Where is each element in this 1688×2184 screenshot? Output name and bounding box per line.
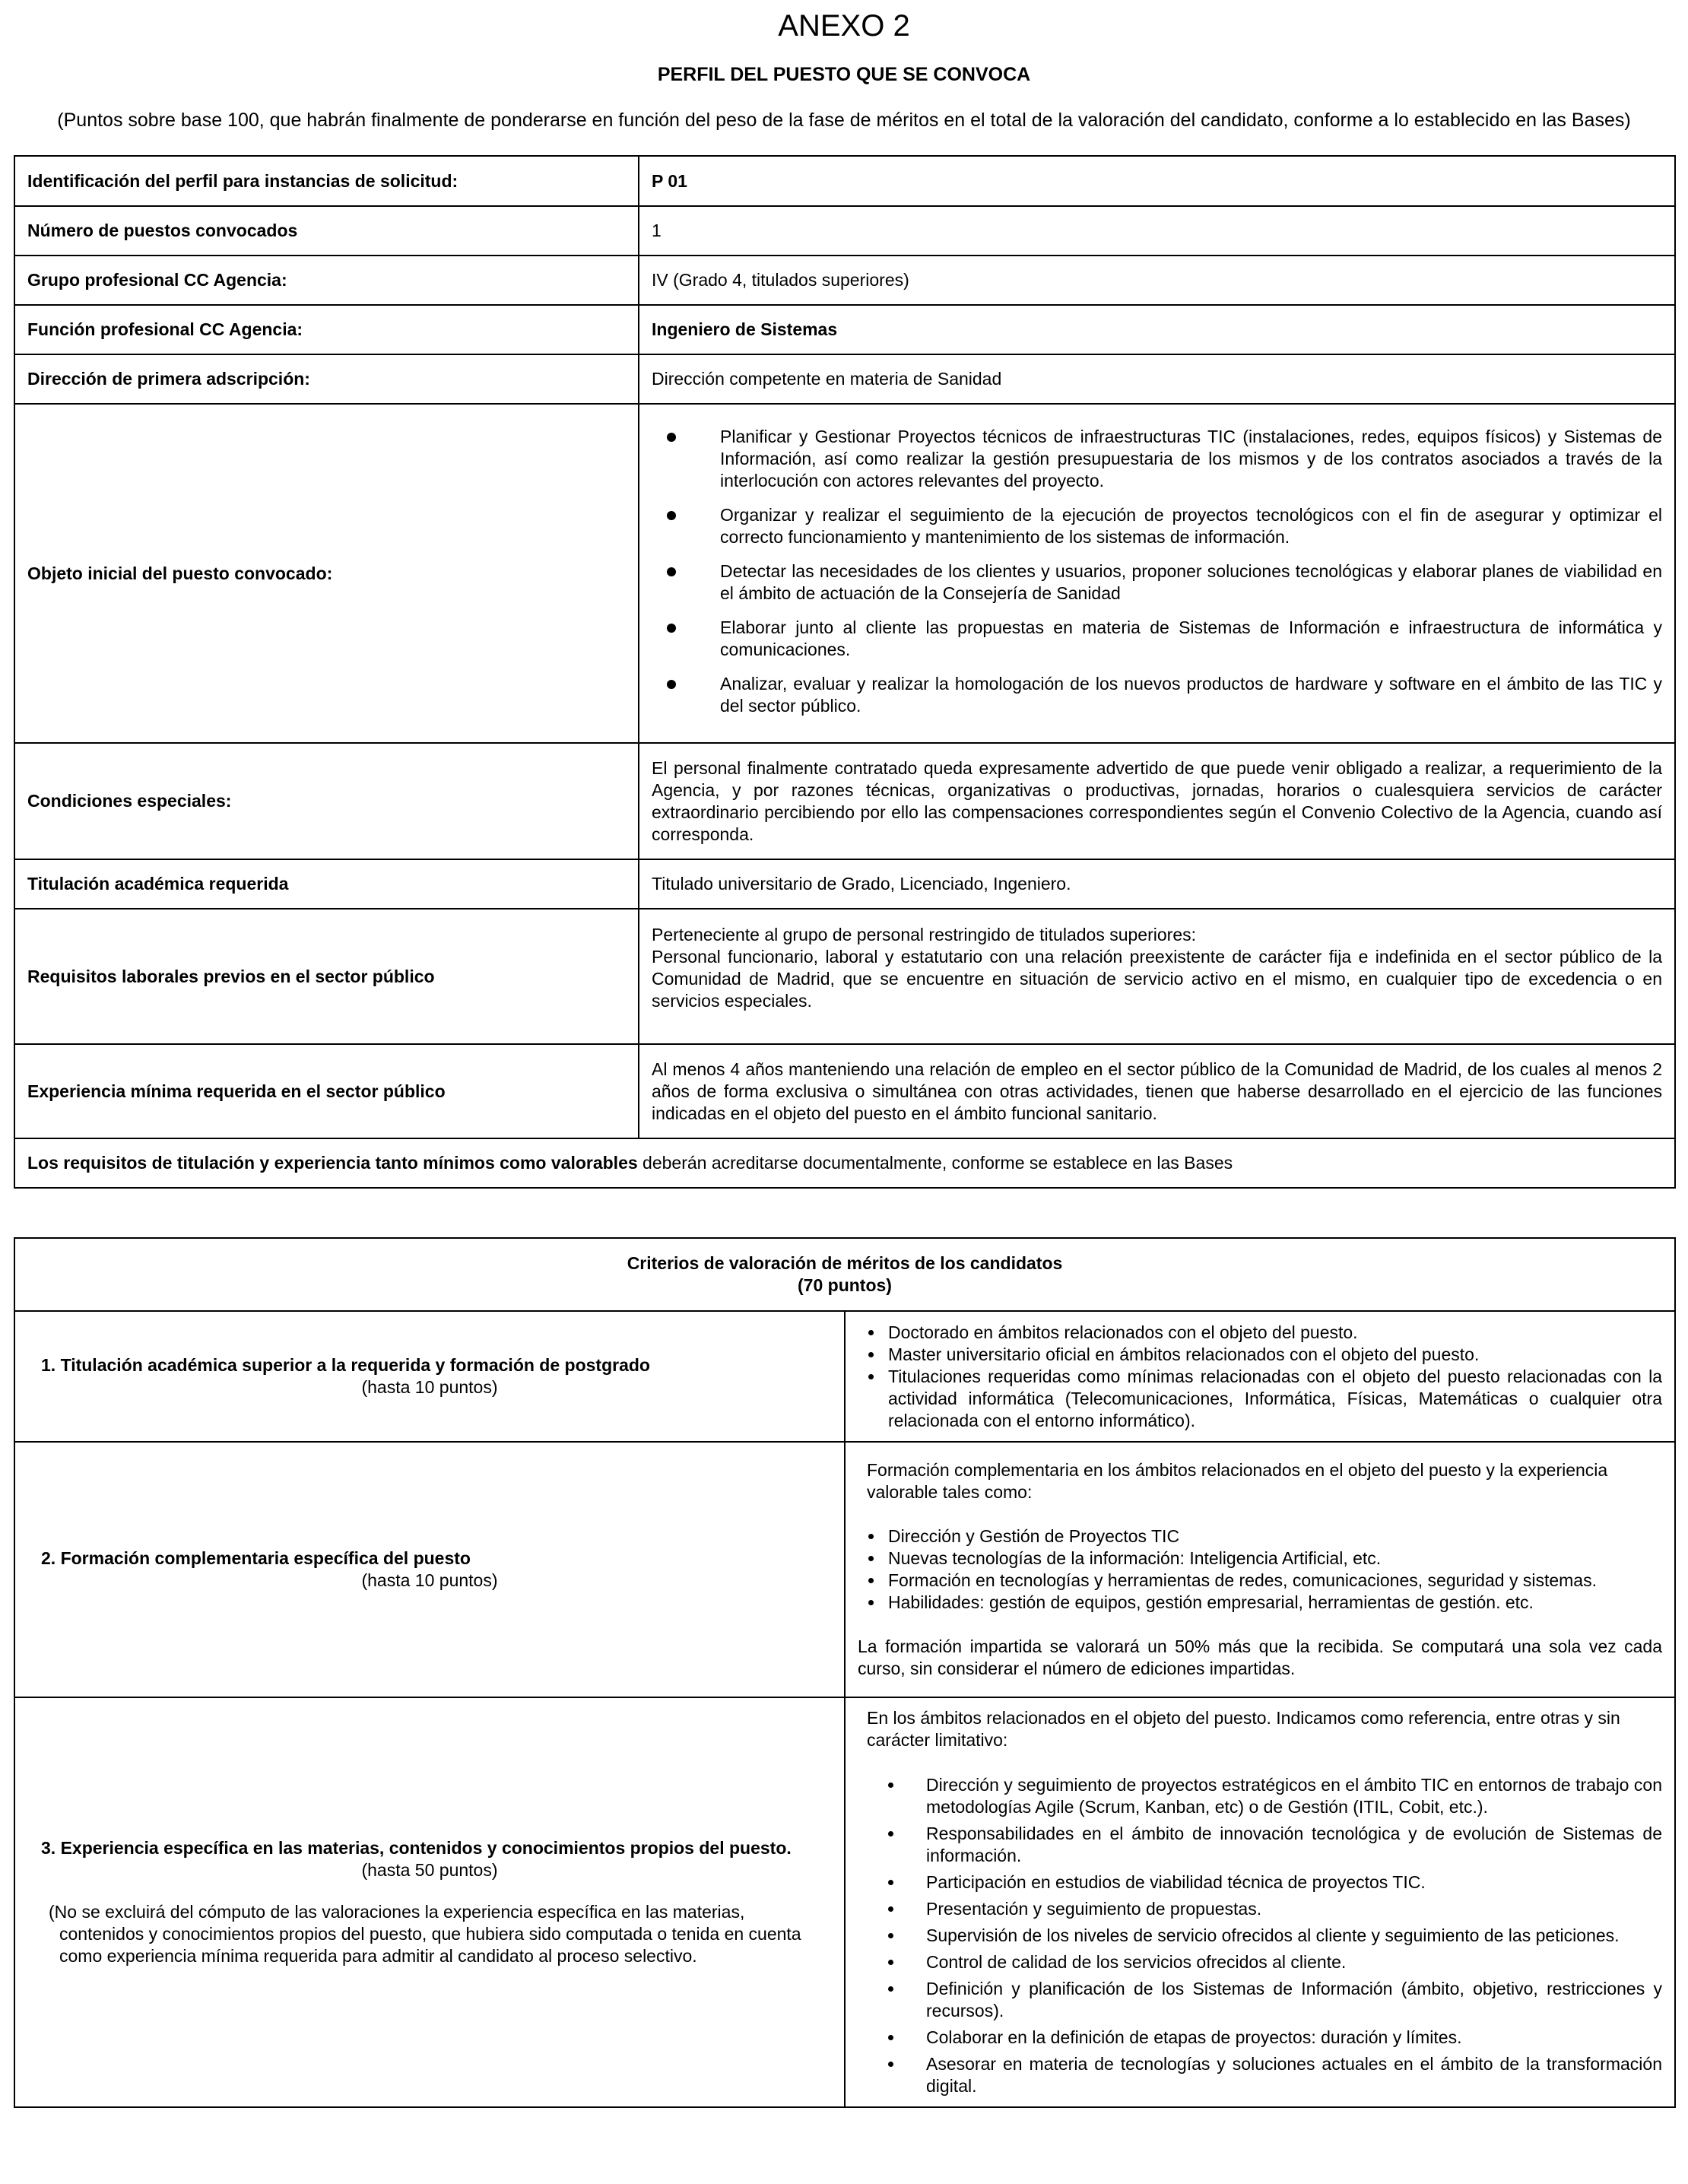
list-item: Participación en estudios de viabilidad técnica de proyectos TIC. xyxy=(858,1871,1662,1894)
list-item: Control de calidad de los servicios ofrecidos al cliente. xyxy=(858,1951,1662,1973)
row-value xyxy=(639,909,1675,1044)
row-label: Número de puestos convocados xyxy=(14,206,639,256)
row-value: IV (Grado 4, titulados superiores) xyxy=(639,256,1675,305)
criterion-title: 1. Titulación académica superior a la requerida y formación de postgrado xyxy=(41,1355,650,1375)
profile-row-funcion xyxy=(14,305,1675,354)
list-item: Colaborar en la definición de etapas de proyectos: duración y límites. xyxy=(858,2027,1662,2049)
list-item: Responsabilidades en el ámbito de innovación tecnológica y de evolución de Sistemas de información. xyxy=(858,1823,1662,1867)
list-item: Organizar y realizar el seguimiento de la ejecución de proyectos tecnológicos con el fin de asegurar y optimizar el correcto funcionamiento y mantenimiento de los sistemas de información. xyxy=(652,504,1662,548)
list-item: Supervisión de los niveles de servicio ofrecidos al cliente y seguimiento de las peticiones. xyxy=(858,1925,1662,1947)
row-label: Identificación del perfil para instancias de solicitud: xyxy=(14,156,639,206)
criterion-content xyxy=(845,1442,1675,1697)
requisitos-line-2: Personal funcionario, laboral y estatutario con una relación preexistente de carácter fija e indefinida en el sector público de la Comunidad de Madrid, que se encuentre en situación de servicio activo en el mismo, en cualquier tipo de excedencia o en servicios especiales. xyxy=(652,947,1662,1011)
list-item: Presentación y seguimiento de propuestas. xyxy=(858,1898,1662,1920)
list-item: Habilidades: gestión de equipos, gestión empresarial, herramientas de gestión. etc. xyxy=(858,1592,1662,1614)
list-item: Formación en tecnologías y herramientas de redes, comunicaciones, seguridad y sistemas. xyxy=(858,1570,1662,1592)
criterion-intro: Formación complementaria en los ámbitos relacionados en el objeto del puesto y la experiencia valorable tales como: xyxy=(867,1460,1608,1502)
list-item: Doctorado en ámbitos relacionados con el objeto del puesto. xyxy=(858,1322,1662,1344)
list-item: Detectar las necesidades de los clientes y usuarios, proponer soluciones tecnológicas y elaborar planes de viabilidad en el ámbito de actuación de la Consejería de Sanidad xyxy=(652,560,1662,605)
criteria-row-2 xyxy=(14,1442,1675,1697)
scoring-note: (Puntos sobre base 100, que habrán finalmente de ponderarse en función del peso de la fase de méritos en el total de la valoración del candidato, conforme a lo establecido en las Bases) xyxy=(57,110,1631,131)
criterion-points: (hasta 50 puntos) xyxy=(361,1860,498,1880)
row-label: Grupo profesional CC Agencia: xyxy=(14,256,639,305)
criteria-row-1 xyxy=(14,1311,1675,1442)
profile-row-footer xyxy=(14,1138,1675,1188)
criterion-content xyxy=(845,1311,1675,1442)
criteria-total-points: (70 puntos) xyxy=(798,1275,892,1295)
criterion-list xyxy=(858,1322,1662,1432)
list-item: Asesorar en materia de tecnologías y soluciones actuales en el ámbito de la transformación digital. xyxy=(858,2053,1662,2097)
row-label: Titulación académica requerida xyxy=(14,859,639,909)
row-label: Objeto inicial del puesto convocado: xyxy=(14,404,639,743)
profile-row-direccion xyxy=(14,354,1675,404)
profile-row-id xyxy=(14,156,1675,206)
row-value: Ingeniero de Sistemas xyxy=(639,305,1675,354)
row-label: Dirección de primera adscripción: xyxy=(14,354,639,404)
footer-cell xyxy=(14,1138,1675,1188)
criterion-label xyxy=(14,1697,845,2107)
list-item: Analizar, evaluar y realizar la homologación de los nuevos productos de hardware y software en el ámbito de las TIC y del sector público. xyxy=(652,673,1662,717)
criterion-label xyxy=(14,1442,845,1697)
criteria-header xyxy=(14,1238,1675,1311)
criterion-intro: En los ámbitos relacionados en el objeto del puesto. Indicamos como referencia, entre otras y sin carácter limitativo: xyxy=(867,1708,1620,1750)
list-item: Master universitario oficial en ámbitos relacionados con el objeto del puesto. xyxy=(858,1344,1662,1366)
list-item: Elaborar junto al cliente las propuestas en materia de Sistemas de Información e infraestructura de informática y comunicaciones. xyxy=(652,617,1662,661)
profile-table xyxy=(14,155,1676,1189)
profile-row-experiencia xyxy=(14,1044,1675,1138)
row-value: P 01 xyxy=(639,156,1675,206)
profile-row-titulacion xyxy=(14,859,1675,909)
criterion-note: (No se excluirá del cómputo de las valoraciones la experiencia específica en las materias, contenidos y conocimientos propios del puesto, que hubiera sido computada o tenida en cuenta como experiencia mínima requerida para admitir al candidato al proceso selectivo. xyxy=(49,1902,801,1966)
criterion-title: 2. Formación complementaria específica del puesto xyxy=(41,1548,471,1568)
profile-row-requisitos xyxy=(14,909,1675,1044)
list-item: Dirección y Gestión de Proyectos TIC xyxy=(858,1525,1662,1548)
criterion-points: (hasta 10 puntos) xyxy=(361,1377,498,1397)
page-subtitle: PERFIL DEL PUESTO QUE SE CONVOCA xyxy=(657,64,1031,85)
list-item: Dirección y seguimiento de proyectos estratégicos en el ámbito TIC en entornos de trabajo con metodologías Agile (Scrum, Kanban, etc) o de Gestión (ITIL, Cobit, etc.). xyxy=(858,1774,1662,1818)
page-title: ANEXO 2 xyxy=(778,9,910,43)
criteria-table xyxy=(14,1237,1676,2108)
criterion-list xyxy=(858,1525,1662,1614)
profile-row-num-puestos xyxy=(14,206,1675,256)
criterion-label xyxy=(14,1311,845,1442)
profile-row-condiciones xyxy=(14,743,1675,859)
row-value xyxy=(639,404,1675,743)
row-label: Función profesional CC Agencia: xyxy=(14,305,639,354)
objeto-list xyxy=(652,426,1662,717)
list-item: Definición y planificación de los Sistemas de Información (ámbito, objetivo, restricciones y recursos). xyxy=(858,1978,1662,2022)
criterion-title: 3. Experiencia específica en las materias, contenidos y conocimientos propios del puesto. xyxy=(41,1838,792,1858)
list-item: Titulaciones requeridas como mínimas relacionadas con el objeto del puesto relacionadas con la actividad informática (Telecomunicaciones, Informática, Físicas, Matemáticas o cualquier otra relacionada con el entorno informático). xyxy=(858,1366,1662,1432)
row-label: Experiencia mínima requerida en el sector público xyxy=(14,1044,639,1138)
criteria-row-3 xyxy=(14,1697,1675,2107)
row-value: Titulado universitario de Grado, Licenciado, Ingeniero. xyxy=(639,859,1675,909)
profile-row-grupo xyxy=(14,256,1675,305)
list-item: Planificar y Gestionar Proyectos técnicos de infraestructuras TIC (instalaciones, redes, equipos físicos) y Sistemas de Información, así como realizar la gestión presupuestaria de los mismos y de los contratos asociados a través de la interlocución con actores relevantes del proyecto. xyxy=(652,426,1662,492)
row-value: El personal finalmente contratado queda expresamente advertido de que puede venir obligado a realizar, a requerimiento de la Agencia, y por razones técnicas, organizativas o productivas, jornadas, horarios o cualesquiera servicios de carácter extraordinario percibiendo por ello las compensaciones correspondientes según el Convenio Colectivo de la Agencia, cuando así corresponda. xyxy=(639,743,1675,859)
row-value: 1 xyxy=(639,206,1675,256)
row-value: Al menos 4 años manteniendo una relación de empleo en el sector público de la Comunidad de Madrid, de los cuales al menos 2 años de forma exclusiva o simultánea con otras actividades, tienen que haberse desarrollado en el ejercicio de las funciones indicadas en el objeto del puesto en el ámbito funcional sanitario. xyxy=(639,1044,1675,1138)
criterion-list xyxy=(858,1774,1662,2097)
footer-text: deberán acreditarse documentalmente, conforme se establece en las Bases xyxy=(637,1153,1233,1173)
criteria-title: Criterios de valoración de méritos de los candidatos xyxy=(627,1253,1063,1273)
row-label: Condiciones especiales: xyxy=(14,743,639,859)
profile-row-objeto xyxy=(14,404,1675,743)
criterion-content xyxy=(845,1697,1675,2107)
footer-bold-text: Los requisitos de titulación y experiencia tanto mínimos como valorables xyxy=(27,1153,638,1173)
row-value: Dirección competente en materia de Sanidad xyxy=(639,354,1675,404)
criterion-points: (hasta 10 puntos) xyxy=(361,1570,498,1590)
criterion-outro: La formación impartida se valorará un 50% más que la recibida. Se computará una sola vez cada curso, sin considerar el número de ediciones impartidas. xyxy=(858,1636,1662,1678)
list-item: Nuevas tecnologías de la información: Inteligencia Artificial, etc. xyxy=(858,1548,1662,1570)
row-label: Requisitos laborales previos en el sector público xyxy=(14,909,639,1044)
criteria-header-row xyxy=(14,1238,1675,1311)
requisitos-line-1: Perteneciente al grupo de personal restringido de titulados superiores: xyxy=(652,925,1196,944)
